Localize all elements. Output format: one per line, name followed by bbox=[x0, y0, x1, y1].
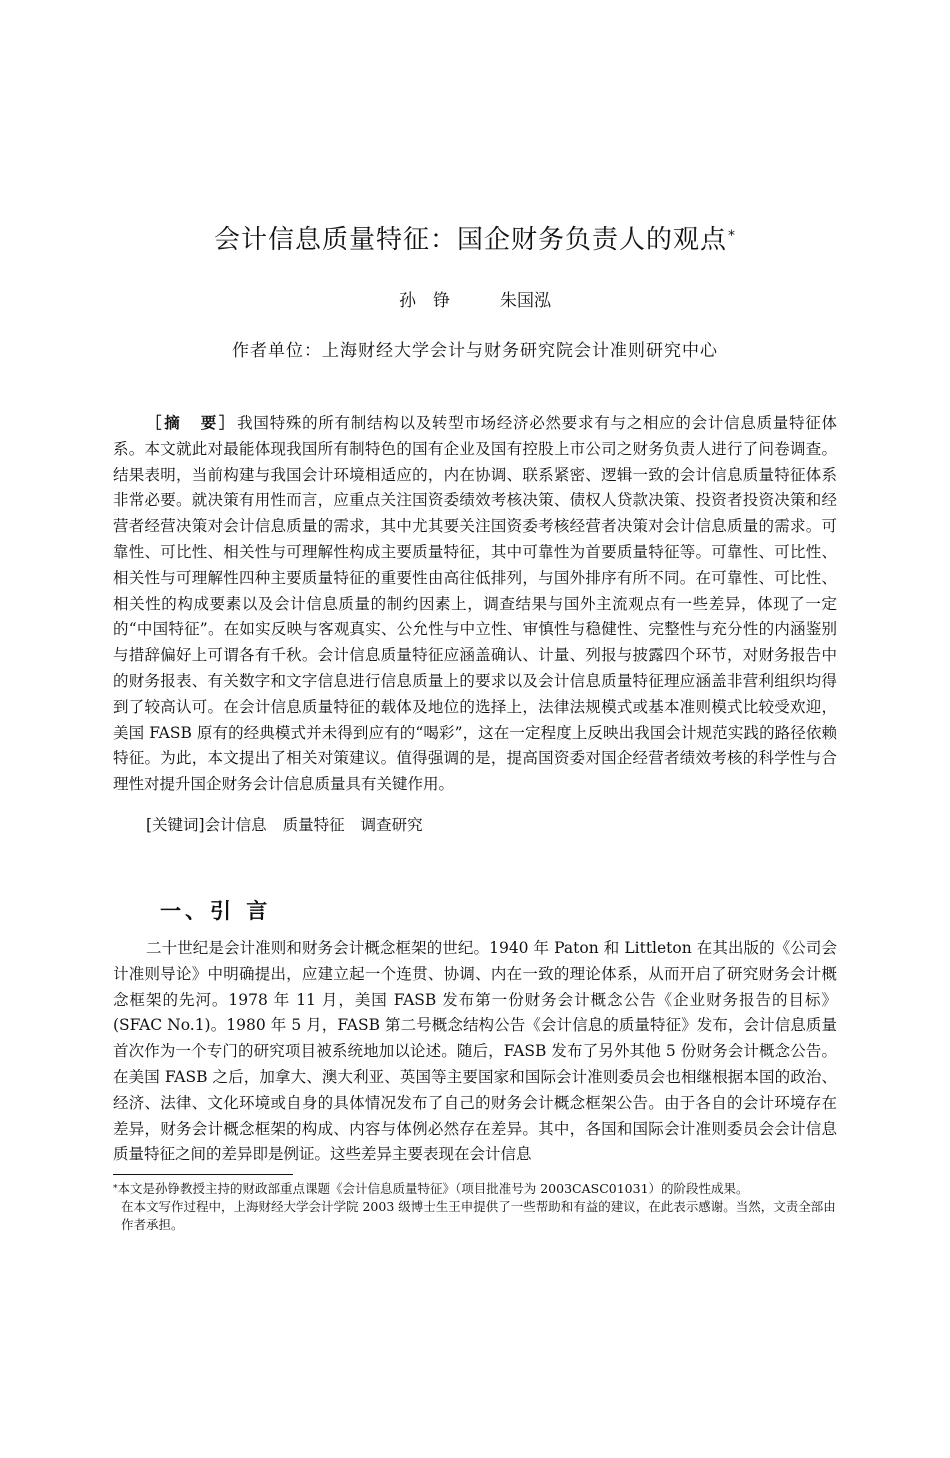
footnotes bbox=[113, 1180, 837, 1234]
abstract-label: ［摘 要］ bbox=[146, 413, 238, 432]
keyword: 会计信息 bbox=[204, 816, 267, 834]
footnote-mark: * bbox=[113, 1184, 118, 1194]
author-list bbox=[0, 289, 950, 313]
footnote-1 bbox=[113, 1180, 837, 1198]
title-footnote-mark[interactable]: * bbox=[728, 228, 736, 244]
abstract-text: 我国特殊的所有制结构以及转型市场经济必然要求有与之相应的会计信息质量特征体系。本文就此对最能体现我国所有制特色的国有企业及国有控股上市公司之财务负责人进行了问卷调查。结果表明，当前构建与我国会计环境相适应的，内在协调、联系紧密、逻辑一致的会计信息质量特征体系非常必要。就决策有用性而言，应重点关注国资委绩效考核决策、债权人贷款决策、投资者投资决策和经营者经营决策对会计信息质量的需求，其中尤其要关注国资委考核经营者决策对会计信息质量的需求。可靠性、可比性、相关性与可理解性构成主要质量特征，其中可靠性为首要质量特征等。可靠性、可比性、相关性与可理解性四种主要质量特征的重要性由高往低排列，与国外排序有所不同。在可靠性、可比性、相关性的构成要素以及会计信息质量的制约因素上，调查结果与国外主流观点有一些差异，体现了一定的“中国特征”。在如实反映与客观真实、公允性与中立性、审慎性与稳健性、完整性与充分性的内涵鉴别与措辞偏好上可谓各有千秋。会计信息质量特征应涵盖确认、计量、列报与披露四个环节，对财务报告中的财务报表、有关数字和文字信息进行信息质量上的要求以及会计信息质量特征理应涵盖非营利组织均得到了较高认可。在会计信息质量特征的载体及地位的选择上，法律法规模式或基本准则模式比较受欢迎，美国 FASB 原有的经典模式并未得到应有的“喝彩”，这在一定程度上反映出我国会计规范实践的路径依赖特征。为此，本文提出了相关对策建议。值得强调的是，提高国资委对国企经营者绩效考核的科学性与合理性对提升国企财务会计信息质量具有关键作用。 bbox=[113, 414, 837, 794]
keywords bbox=[146, 813, 836, 839]
author-name: 朱国泓 bbox=[500, 291, 551, 311]
keywords-label: [关键词] bbox=[146, 816, 205, 834]
footnote-2: 在本文写作过程中，上海财经大学会计学院 2003 级博士生王申提供了一些帮助和有益的建议，在此表示感谢。当然，文责全部由作者承担。 bbox=[121, 1199, 836, 1232]
author-affiliation: 作者单位：上海财经大学会计与财务研究院会计准则研究中心 bbox=[232, 341, 718, 361]
keyword: 质量特征 bbox=[282, 816, 345, 834]
body-paragraph: 二十世纪是会计准则和财务会计概念框架的世纪。1940 年 Paton 和 Littleton 在其出版的《公司会计准则导论》中明确提出，应建立起一个连贯、协调、内在一致的理论体系，从而开启了研究财务会计概念框架的先河。1978 年 11 月，美国 FASB 发布第一份财务会计概念公告《企业财务报告的目标》(SFAC No.1)。1980 年 5 月，FASB 第二号概念结构公告《会计信息的质量特征》发布，会计信息质量首次作为一个专门的研究项目被系统地加以论述。随后，FASB 发布了另外其他 5 份财务会计概念公告。在美国 FASB 之后，加拿大、澳大利亚、英国等主要国家和国际会计准则委员会也相继根据本国的政治、经济、法律、文化环境或自身的具体情况发布了自己的财务会计概念框架公告。由于各自的会计环境存在差异，财务会计概念框架的构成、内容与体例必然存在差异。其中，各国和国际会计准则委员会会计信息质量特征之间的差异即是例证。这些差异主要表现在会计信息 bbox=[113, 939, 837, 1164]
footnote-1-text: 本文是孙铮教授主持的财政部重点课题《会计信息质量特征》（项目批准号为 2003CASC01031）的阶段性成果。 bbox=[117, 1181, 749, 1196]
paper-title-text: 会计信息质量特征：国企财务负责人的观点 bbox=[213, 225, 727, 255]
paper-title bbox=[0, 222, 950, 258]
author-name: 孙 铮 bbox=[399, 291, 450, 311]
keyword: 调查研究 bbox=[360, 816, 423, 834]
abstract bbox=[113, 410, 837, 798]
footnote-divider bbox=[113, 1174, 293, 1175]
section-heading-introduction: 一、引 言 bbox=[160, 899, 272, 923]
